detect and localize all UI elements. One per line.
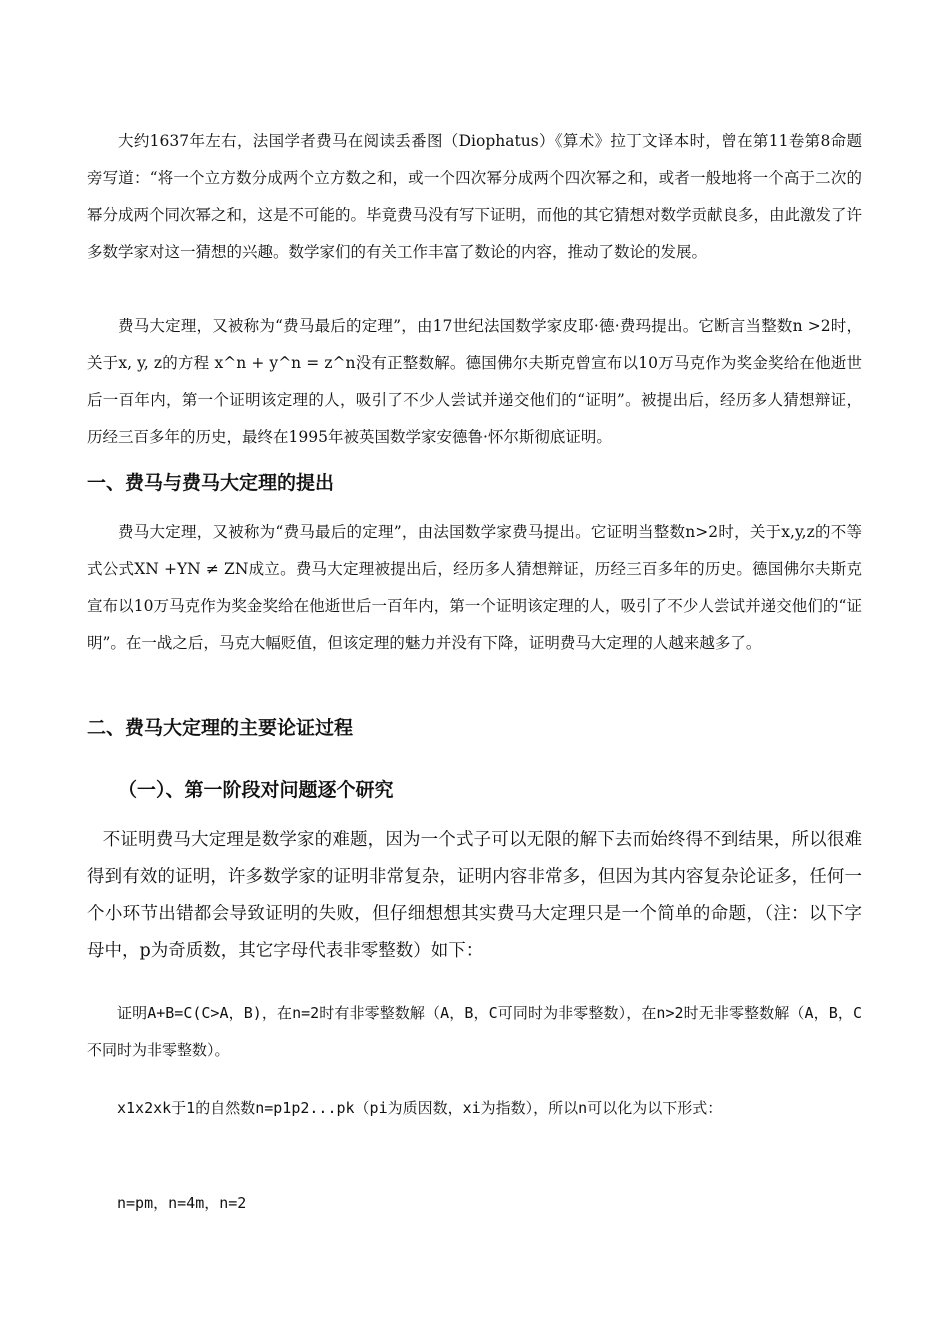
paragraph-fermat-history: 大约1637年左右，法国学者费马在阅读丢番图（Diophatus）《算术》拉丁文译本时，曾在第11卷第8命题旁写道：“将一个立方数分成两个立方数之和，或一个四次幂分成两个四次幂之和，或者一般地将一个高于二次的幂分成两个同次幂之和，这是不可能的。毕竟费马没有写下证明，而他的其它猜想对数学贡献良多，由此激发了许多数学家对这一猜想的兴趣。数学家们的有关工作丰富了数论的内容，推动了数论的发展。 bbox=[87, 132, 863, 261]
subsection-heading-1: （一）、第一阶段对问题逐个研究 bbox=[118, 779, 394, 801]
paragraph-prime-factorization: x1x2xk于1的自然数n=p1p2...pk（pi为质因数，xi为指数），所以n可以化为以下形式： bbox=[117, 1099, 723, 1117]
section-heading-1: 一、费马与费马大定理的提出 bbox=[87, 472, 335, 494]
paragraph-fermat-proposal: 费马大定理，又被称为“费马最后的定理”，由法国数学家费马提出。它证明当整数n>2时，关于x,y,z的不等式公式XN +YN ≠ ZN成立。费马大定理被提出后，经历多人猜想辩证，历经三百多年的历史。德国佛尔夫斯克宣布以10万马克作为奖金奖给在他逝世后一百年内，第一个证明该定理的人，吸引了不少人尝试并递交他们的“证明”。在一战之后，马克大幅贬值，但该定理的魅力并没有下降，证明费马大定理的人越来越多了。 bbox=[87, 523, 862, 652]
paragraph-difficulty: 不证明费马大定理是数学家的难题，因为一个式子可以无限的解下去而始终得不到结果，所以很难得到有效的证明，许多数学家的证明非常复杂，证明内容非常多，但因为其内容复杂论证多，任何一个小环节出错都会导致证明的失败，但仔细想想其实费马大定理只是一个简单的命题，（注：以下字母中，p为奇质数，其它字母代表非零整数）如下： bbox=[87, 830, 862, 961]
paragraph-fermat-theorem-intro: 费马大定理，又被称为“费马最后的定理”，由17世纪法国数学家皮耶·德·费玛提出。它断言当整数n >2时，关于x, y, z的方程 x^n + y^n = z^n没有正整数解。德国佛尔夫斯克曾宣布以10万马克作为奖金奖给在他逝世后一百年内，第一个证明该定理的人，吸引了不少人尝试并递交他们的“证明”。被提出后，经历多人猜想辩证，历经三百多年的历史，最终在1995年被英国数学家安德鲁·怀尔斯彻底证明。 bbox=[87, 317, 862, 446]
paragraph-n-forms: n=pm，n=4m，n=2 bbox=[117, 1194, 247, 1212]
section-heading-2: 二、费马大定理的主要论证过程 bbox=[87, 717, 354, 739]
paragraph-proof-statement: 证明A+B=C(C>A，B)，在n=2时有非零整数解（A，B，C可同时为非零整数），在n>2时无非零整数解（A，B，C不同时为非零整数）。 bbox=[87, 1004, 862, 1059]
